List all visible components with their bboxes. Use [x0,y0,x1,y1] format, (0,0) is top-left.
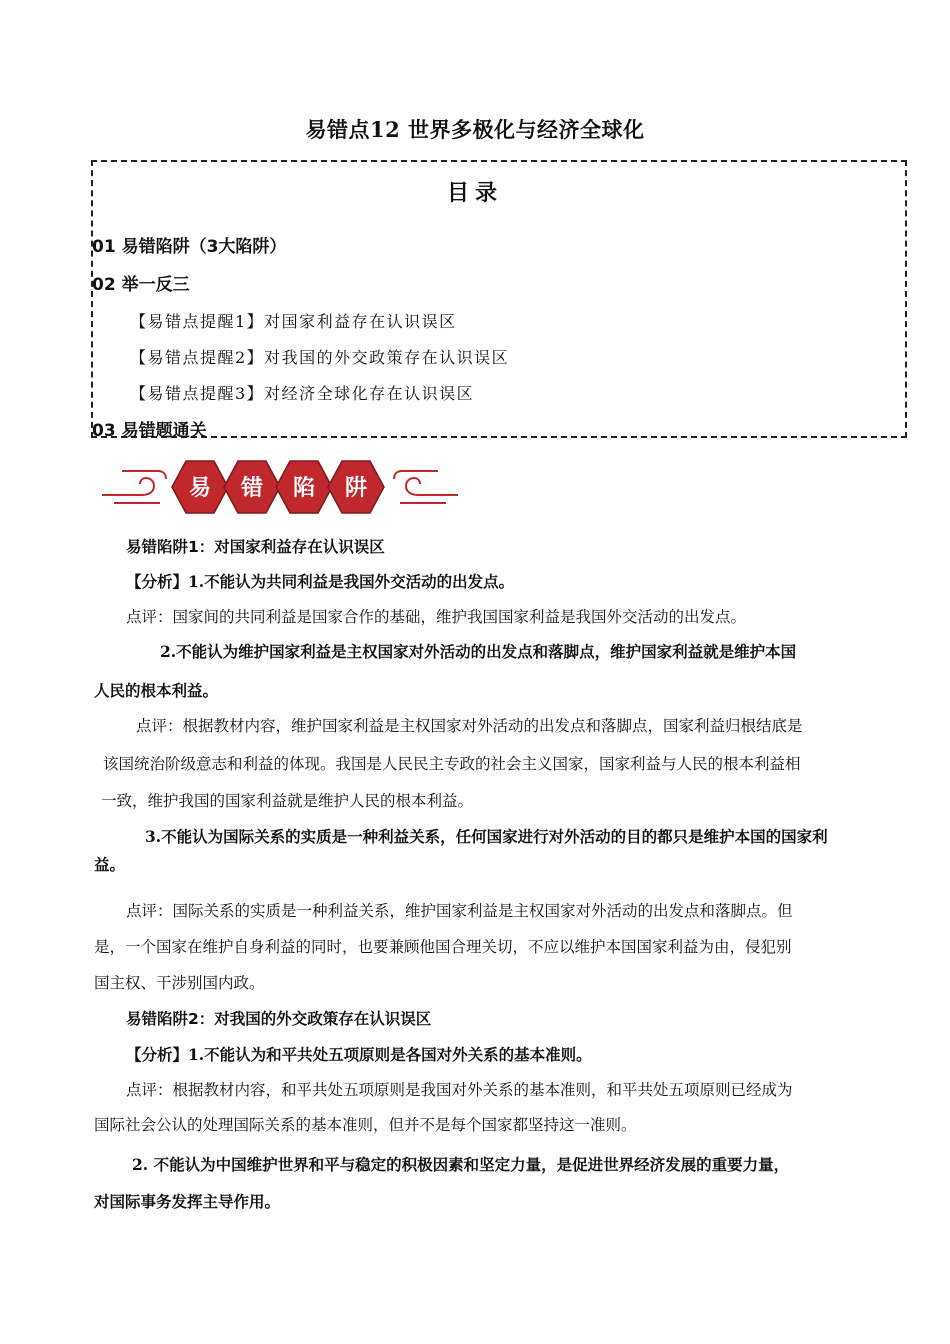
banner-char-1: 易 [188,476,212,501]
banner-char-3: 陷 [292,476,316,501]
trap1-point-2-line1: 2.不能认为维护国家利益是主权国家对外活动的出发点和落脚点，维护国家利益就是维护本国 [160,642,797,661]
trap1-comment-2-line2: 该国统治阶级意志和利益的体现。我国是人民民主专政的社会主义国家，国家利益与人民的根本利益相 [103,755,801,773]
left-cloud-ornament-icon [102,471,166,503]
right-cloud-ornament-icon [394,471,458,503]
trap1-title: 易错陷阱1：对国家利益存在认识误区 [126,538,385,556]
trap2-comment-1-line1: 点评：根据教材内容，和平共处五项原则是我国对外关系的基本准则，和平共处五项原则已经成为 [126,1081,793,1099]
trap2-analysis-1: 【分析】1.不能认为和平共处五项原则是各国对外关系的基本准则。 [126,1045,592,1064]
toc-item-2[interactable]: 【易错点提醒2】对我国的外交政策存在认识误区 [130,348,510,367]
trap1-point-2-line2: 人民的根本利益。 [94,681,219,700]
trap1-analysis-1: 【分析】1.不能认为共同利益是我国外交活动的出发点。 [126,572,515,591]
trap1-point-3-line2: 益。 [94,855,126,874]
trap1-point-3-line1: 3.不能认为国际关系的实质是一种利益关系，任何国家进行对外活动的目的都只是维护本国的国家利 [145,827,828,846]
banner-char-2: 错 [240,476,264,501]
toc-section-2[interactable]: 02 举一反三 [92,275,190,295]
toc-section-3[interactable]: 03 易错题通关 [92,421,207,441]
toc-heading: 目录 [446,181,503,206]
page-title: 易错点12 世界多极化与经济全球化 [305,117,645,142]
toc-item-3[interactable]: 【易错点提醒3】对经济全球化存在认识误区 [130,384,475,403]
trap2-title: 易错陷阱2：对我国的外交政策存在认识误区 [126,1010,432,1028]
trap1-comment-3-line1: 点评：国际关系的实质是一种利益关系，维护国家利益是主权国家对外活动的出发点和落脚点。但 [126,902,793,920]
trap-banner [100,455,460,519]
toc-section-1[interactable]: 01 易错陷阱（3大陷阱） [92,237,287,257]
trap1-comment-1: 点评：国家间的共同利益是国家合作的基础，维护我国国家利益是我国外交活动的出发点。 [126,608,747,626]
trap1-comment-3-line2: 是，一个国家在维护自身利益的同时，也要兼顾他国合理关切，不应以维护本国国家利益为由，侵犯别 [94,938,792,956]
trap1-comment-2-line3: 一致，维护我国的国家利益就是维护人民的根本利益。 [101,792,474,810]
trap2-comment-1-line2: 国际社会公认的处理国际关系的基本准则，但并不是每个国家都坚持这一准则。 [94,1116,637,1134]
trap1-comment-3-line3: 国主权、干涉别国内政。 [94,974,265,992]
trap2-point-2-line2: 对国际事务发挥主导作用。 [94,1192,281,1211]
banner-char-4: 阱 [344,476,368,501]
trap2-point-2-line1: 2. 不能认为中国维护世界和平与稳定的积极因素和坚定力量，是促进世界经济发展的重要力量， [132,1155,790,1174]
trap1-comment-2-line1: 点评：根据教材内容，维护国家利益是主权国家对外活动的出发点和落脚点，国家利益归根结底是 [136,717,803,735]
toc-item-1[interactable]: 【易错点提醒1】对国家利益存在认识误区 [130,312,457,331]
